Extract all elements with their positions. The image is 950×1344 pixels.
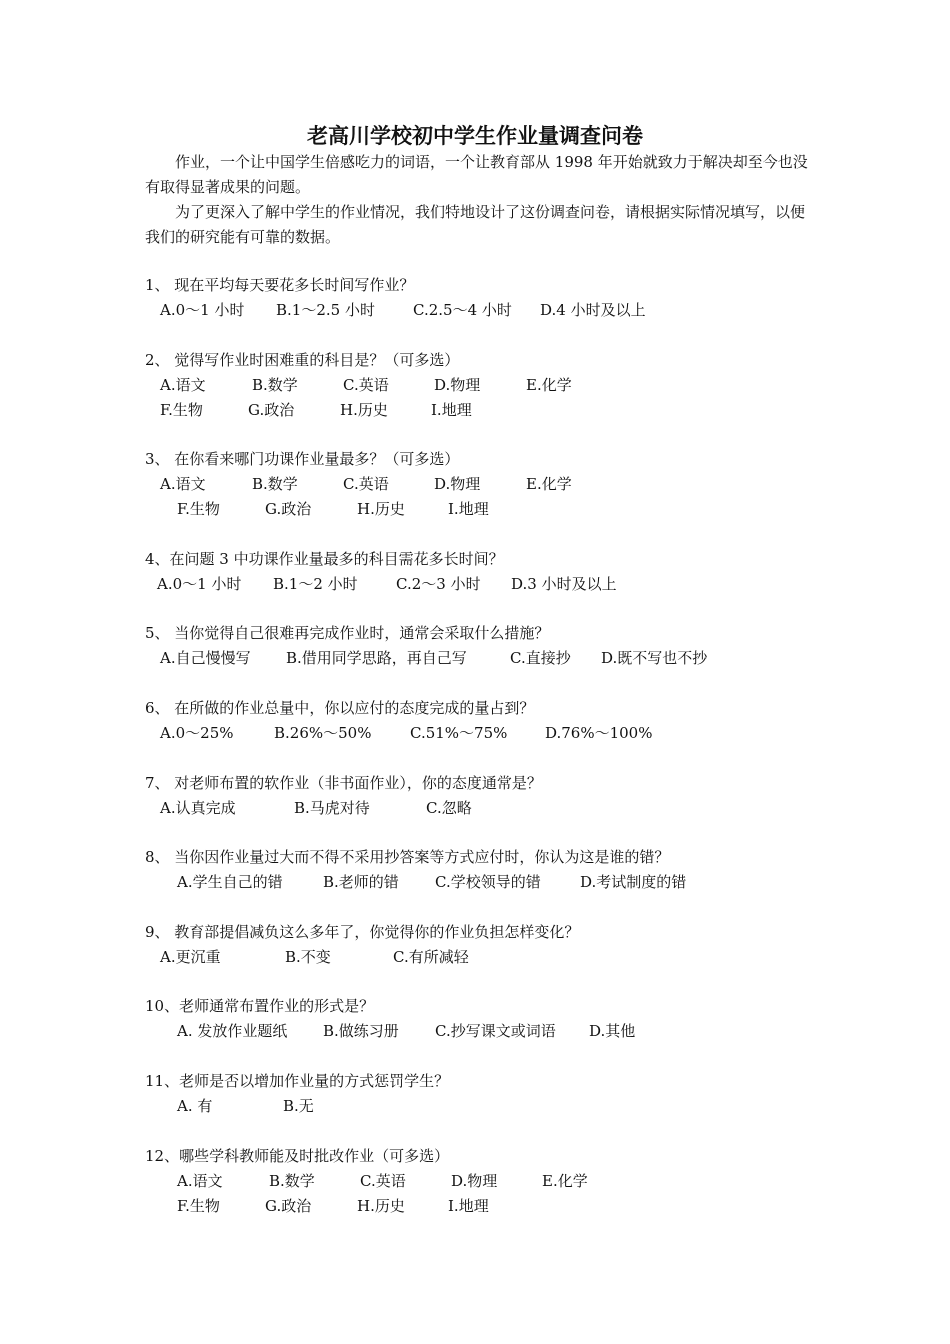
question-8-text: 8、 当你因作业量过大而不得不采用抄答案等方式应付时，你认为这是谁的错？ bbox=[145, 848, 670, 866]
question-5-option: C.直接抄 bbox=[510, 649, 571, 667]
question-10-text: 10、老师通常布置作业的形式是？ bbox=[145, 997, 375, 1015]
question-7-option: A.认真完成 bbox=[160, 799, 236, 817]
question-12-option: I.地理 bbox=[448, 1197, 489, 1215]
question-3-option: B.数学 bbox=[252, 475, 298, 493]
question-10-option: B.做练习册 bbox=[323, 1022, 399, 1040]
intro-paragraph-2: 为了更深入了解中学生的作业情况，我们特地设计了这份调查问卷，请根据实际情况填写，以便我们的研究能有可靠的数据。 bbox=[145, 203, 806, 246]
question-8-option: A.学生自己的错 bbox=[177, 873, 283, 891]
question-12-option: C.英语 bbox=[360, 1172, 406, 1190]
question-3-option: E.化学 bbox=[526, 475, 572, 493]
question-6-option: A.0～25% bbox=[160, 724, 234, 742]
question-2-option: D.物理 bbox=[434, 376, 481, 394]
question-1-option: B.1～2.5 小时 bbox=[276, 301, 375, 319]
question-3-option: F.生物 bbox=[177, 500, 220, 518]
question-2-option: C.英语 bbox=[343, 376, 389, 394]
question-12-option: A.语文 bbox=[177, 1172, 223, 1190]
question-11-option: A. 有 bbox=[177, 1097, 213, 1115]
document-title: 老高川学校初中学生作业量调查问卷 bbox=[307, 123, 643, 148]
question-7-text: 7、 对老师布置的软作业（非书面作业），你的态度通常是？ bbox=[145, 774, 542, 792]
question-6-option: D.76%～100% bbox=[545, 724, 653, 742]
question-4-option: B.1～2 小时 bbox=[273, 575, 358, 593]
question-12-option: D.物理 bbox=[451, 1172, 498, 1190]
question-3-option: G.政治 bbox=[265, 500, 312, 518]
question-4-option: D.3 小时及以上 bbox=[511, 575, 617, 593]
question-2-option: G.政治 bbox=[248, 401, 295, 419]
question-1-option: C.2.5～4 小时 bbox=[413, 301, 512, 319]
question-3-option: I.地理 bbox=[448, 500, 489, 518]
question-6-text: 6、 在所做的作业总量中，你以应付的态度完成的量占到？ bbox=[145, 699, 535, 717]
intro-paragraph-1: 作业，一个让中国学生倍感吃力的词语，一个让教育部从 1998 年开始就致力于解决却至今也没有取得显著成果的问题。 bbox=[145, 153, 808, 196]
question-9-option: B.不变 bbox=[285, 948, 331, 966]
question-10-option: A. 发放作业题纸 bbox=[177, 1022, 288, 1040]
question-9-option: A.更沉重 bbox=[160, 948, 221, 966]
question-1-option: A.0～1 小时 bbox=[160, 301, 245, 319]
question-2-option: B.数学 bbox=[252, 376, 298, 394]
question-9-option: C.有所减轻 bbox=[393, 948, 469, 966]
question-4-option: C.2～3 小时 bbox=[396, 575, 481, 593]
question-3-text: 3、 在你看来哪门功课作业量最多？（可多选） bbox=[145, 450, 460, 468]
question-12-text: 12、哪些学科教师能及时批改作业（可多选） bbox=[145, 1147, 450, 1165]
question-7-option: C.忽略 bbox=[426, 799, 472, 817]
question-2-option: A.语文 bbox=[160, 376, 206, 394]
question-5-option: A.自己慢慢写 bbox=[160, 649, 251, 667]
question-1-text: 1、 现在平均每天要花多长时间写作业？ bbox=[145, 276, 415, 294]
question-12-option: H.历史 bbox=[357, 1197, 405, 1215]
question-8-option: D.考试制度的错 bbox=[580, 873, 687, 891]
question-8-option: B.老师的错 bbox=[323, 873, 399, 891]
question-7-option: B.马虎对待 bbox=[294, 799, 370, 817]
question-3-option: A.语文 bbox=[160, 475, 206, 493]
question-11-option: B.无 bbox=[283, 1097, 314, 1115]
question-5-option: B.借用同学思路，再自己写 bbox=[286, 649, 467, 667]
question-1-option: D.4 小时及以上 bbox=[540, 301, 646, 319]
question-5-text: 5、 当你觉得自己很难再完成作业时，通常会采取什么措施？ bbox=[145, 624, 550, 642]
question-12-option: G.政治 bbox=[265, 1197, 312, 1215]
question-10-option: C.抄写课文或词语 bbox=[435, 1022, 556, 1040]
question-5-option: D.既不写也不抄 bbox=[601, 649, 708, 667]
question-4-text: 4、在问题 3 中功课作业量最多的科目需花多长时间？ bbox=[145, 550, 504, 568]
question-6-option: B.26%～50% bbox=[274, 724, 372, 742]
question-3-option: C.英语 bbox=[343, 475, 389, 493]
question-2-option: H.历史 bbox=[340, 401, 388, 419]
question-12-option: F.生物 bbox=[177, 1197, 220, 1215]
question-10-option: D.其他 bbox=[589, 1022, 636, 1040]
question-3-option: H.历史 bbox=[357, 500, 405, 518]
question-9-text: 9、 教育部提倡减负这么多年了，你觉得你的作业负担怎样变化？ bbox=[145, 923, 580, 941]
question-2-option: E.化学 bbox=[526, 376, 572, 394]
question-12-option: E.化学 bbox=[542, 1172, 588, 1190]
question-8-option: C.学校领导的错 bbox=[435, 873, 541, 891]
question-3-option: D.物理 bbox=[434, 475, 481, 493]
question-4-option: A.0～1 小时 bbox=[157, 575, 242, 593]
question-11-text: 11、老师是否以增加作业量的方式惩罚学生？ bbox=[145, 1072, 450, 1090]
question-2-text: 2、 觉得写作业时困难重的科目是？（可多选） bbox=[145, 351, 460, 369]
question-12-option: B.数学 bbox=[269, 1172, 315, 1190]
question-2-option: I.地理 bbox=[431, 401, 472, 419]
question-6-option: C.51%～75% bbox=[410, 724, 508, 742]
question-2-option: F.生物 bbox=[160, 401, 203, 419]
